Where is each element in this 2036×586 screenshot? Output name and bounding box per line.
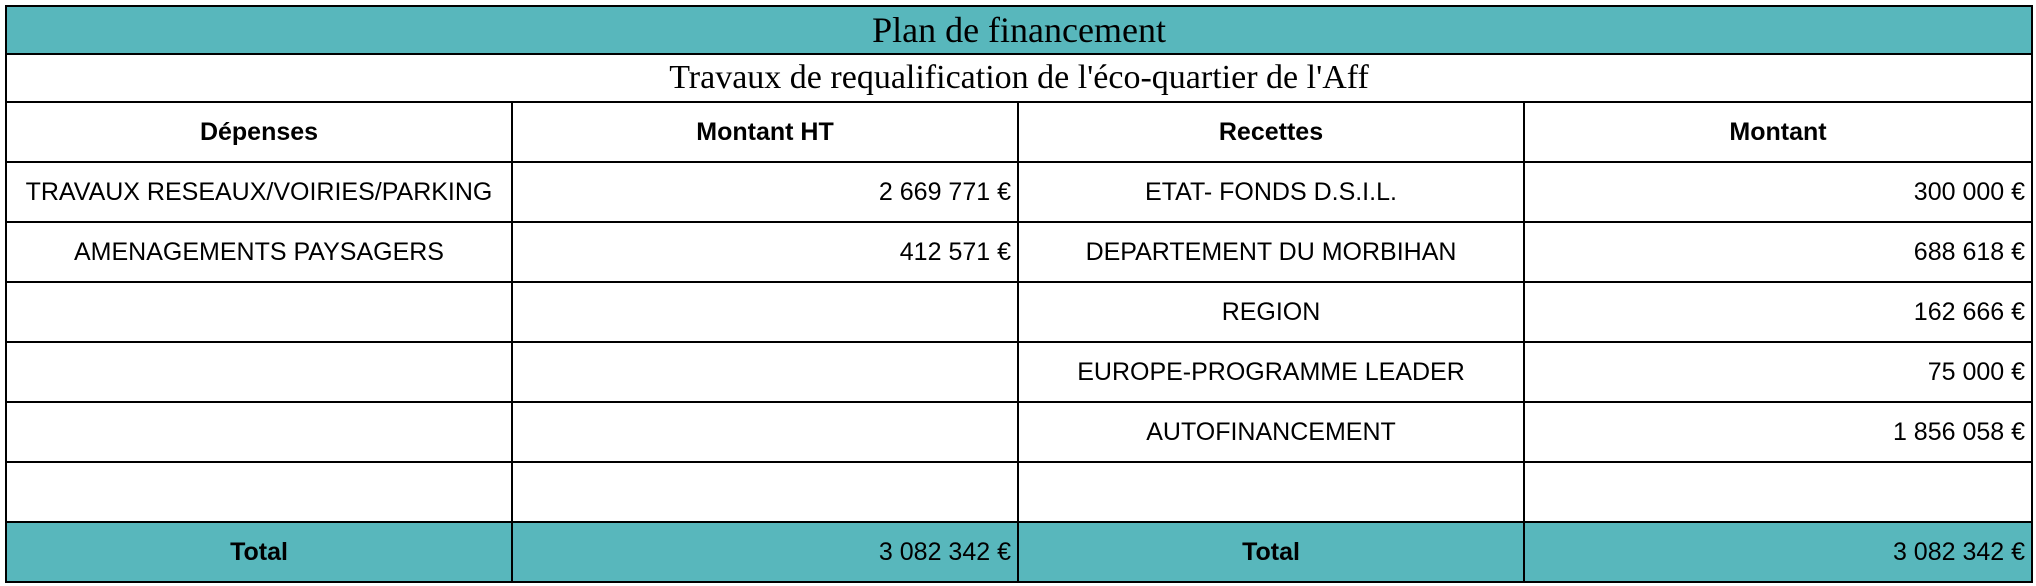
header-row <box>6 102 2032 162</box>
header-montant: Montant <box>1524 102 2032 162</box>
total-row <box>6 522 2032 582</box>
depense-cell <box>6 402 512 462</box>
header-montant-ht: Montant HT <box>512 102 1018 162</box>
total-depenses-amount: 3 082 342 € <box>512 522 1018 582</box>
depense-cell: AMENAGEMENTS PAYSAGERS <box>6 222 512 282</box>
header-depenses: Dépenses <box>6 102 512 162</box>
subtitle-row <box>6 54 2032 102</box>
table-title: Plan de financement <box>6 6 2032 54</box>
montant-ht-cell: 2 669 771 € <box>512 162 1018 222</box>
recette-cell: EUROPE-PROGRAMME LEADER <box>1018 342 1524 402</box>
montant-cell <box>1524 462 2032 522</box>
montant-ht-cell <box>512 462 1018 522</box>
depense-cell <box>6 342 512 402</box>
montant-cell: 688 618 € <box>1524 222 2032 282</box>
montant-cell: 162 666 € <box>1524 282 2032 342</box>
montant-cell: 75 000 € <box>1524 342 2032 402</box>
title-row <box>6 6 2032 54</box>
table-row <box>6 462 2032 522</box>
montant-cell: 300 000 € <box>1524 162 2032 222</box>
recette-cell: AUTOFINANCEMENT <box>1018 402 1524 462</box>
total-recettes-amount: 3 082 342 € <box>1524 522 2032 582</box>
depense-cell <box>6 282 512 342</box>
table-row <box>6 222 2032 282</box>
montant-ht-cell <box>512 282 1018 342</box>
recette-cell: REGION <box>1018 282 1524 342</box>
table-row <box>6 282 2032 342</box>
recette-cell: ETAT- FONDS D.S.I.L. <box>1018 162 1524 222</box>
total-depenses-label: Total <box>6 522 512 582</box>
recette-cell <box>1018 462 1524 522</box>
depense-cell <box>6 462 512 522</box>
table-subtitle: Travaux de requalification de l'éco-quartier de l'Aff <box>6 54 2032 102</box>
montant-ht-cell: 412 571 € <box>512 222 1018 282</box>
montant-cell: 1 856 058 € <box>1524 402 2032 462</box>
depense-cell: TRAVAUX RESEAUX/VOIRIES/PARKING <box>6 162 512 222</box>
header-recettes: Recettes <box>1018 102 1524 162</box>
total-recettes-label: Total <box>1018 522 1524 582</box>
table-row <box>6 402 2032 462</box>
financing-plan-table <box>5 5 2033 583</box>
table-row <box>6 342 2032 402</box>
table-row <box>6 162 2032 222</box>
recette-cell: DEPARTEMENT DU MORBIHAN <box>1018 222 1524 282</box>
montant-ht-cell <box>512 342 1018 402</box>
montant-ht-cell <box>512 402 1018 462</box>
